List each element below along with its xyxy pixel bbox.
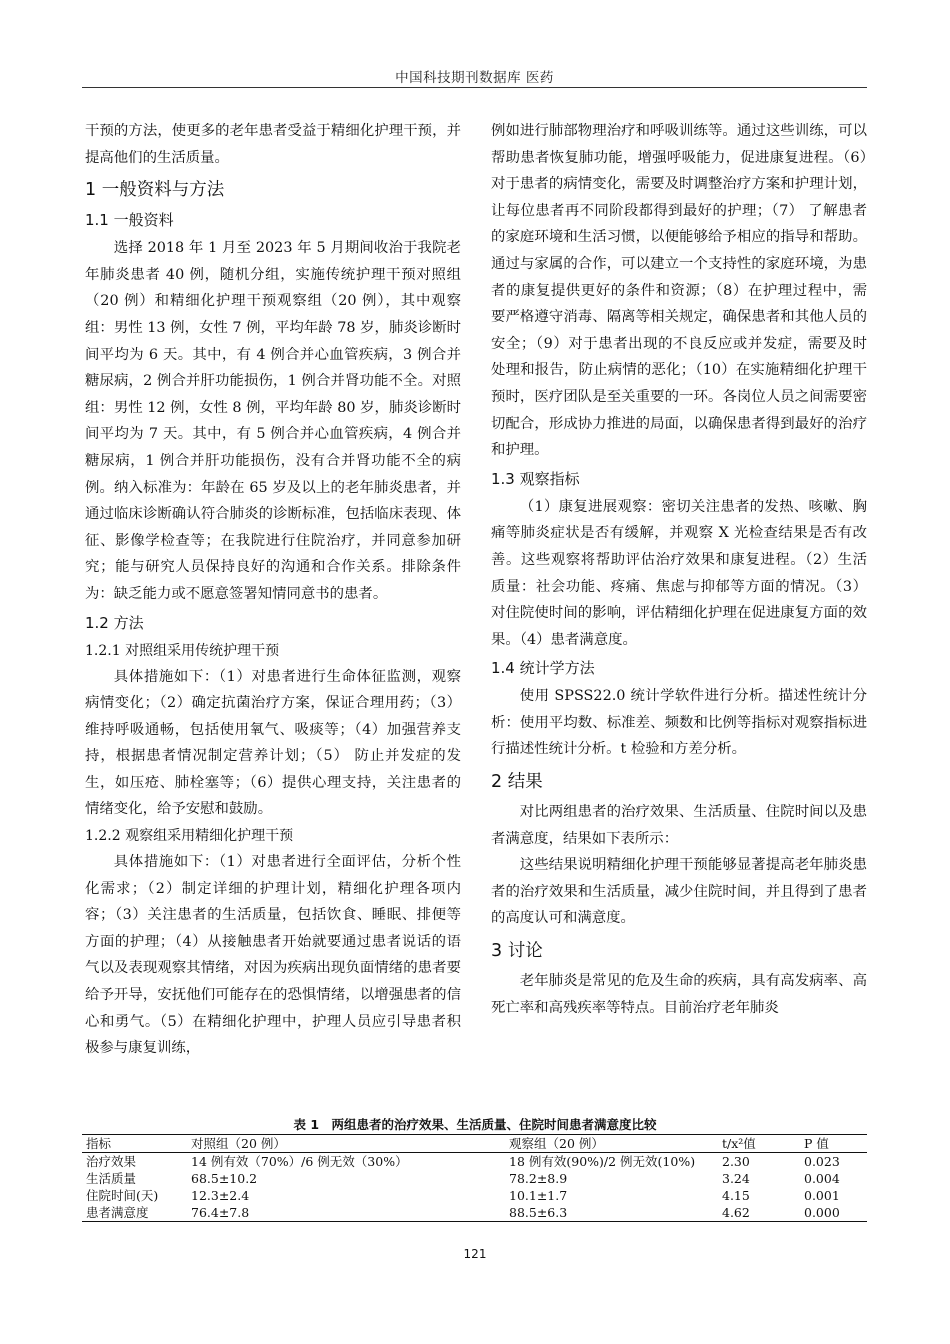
table-cell: 0.023: [804, 1154, 840, 1169]
section-1-4-body: 使用 SPSS22.0 统计学软件进行分析。描述性统计分析：使用平均数、标准差、频数和比例等指标对观察指标进行描述性统计分析。t 检验和方差分析。: [491, 688, 867, 758]
section-1-2-2-body: 具体措施如下：（1）对患者进行全面评估，分析个性化需求；（2）制定详细的护理计划，精细化护理各项内容；（3）关注患者的生活质量，包括饮食、睡眠、排便等方面的护理；（4）从接触患者开始就要通过患者说话的语气以及表现观察其情绪，对因为疾病出现负面情绪的患者要给予开导，安抚他们可能存在的恐惧情绪，以增强患者的信心和勇气。（5）在精细化护理中，护理人员应引导患者积极参与康复训练，: [85, 854, 461, 1057]
table-header-cell: 观察组（20 例）: [505, 1135, 718, 1153]
section-1-heading: 1 一般资料与方法: [85, 180, 225, 201]
table-row: [82, 1204, 867, 1222]
table-header-cell: t/x²值: [718, 1135, 800, 1153]
table-cell: 12.3±2.4: [191, 1188, 250, 1203]
section-3-heading: 3 讨论: [491, 941, 543, 962]
table-header-cell: P 值: [800, 1135, 867, 1153]
right-column: [491, 118, 867, 1021]
results-table: [82, 1134, 867, 1222]
section-1-2-1-body: 具体措施如下：（1）对患者进行生命体征监测，观察病情变化；（2）确定抗菌治疗方案，保证合理用药；（3）维持呼吸通畅，包括使用氧气、吸痰等；（4）加强营养支持，根据患者情况制定营养计划；（5） 防止并发症的发生，如压疮、肺栓塞等；（6）提供心理支持，关注患者的情绪变化，给予安慰和鼓励。: [85, 668, 461, 818]
methods-continuation: 例如进行肺部物理治疗和呼吸训练等。通过这些训练，可以帮助患者恢复肺功能，增强呼吸能力，促进康复进程。（6）对于患者的病情变化，需要及时调整治疗方案和护理计划，让每位患者再不同阶段都得到最好的护理；（7） 了解患者的家庭环境和生活习惯，以便能够给予相应的指导和帮助。通过与家属的合作，可以建立一个支持性的家庭环境，为患者的康复提供更好的条件和资源；（8）在护理过程中，需要严格遵守消毒、隔离等相关规定，确保患者和其他人员的安全；（9）对于患者出现的不良反应或并发症，需要及时处理和报告，防止病情的恶化；（10）在实施精细化护理干预时，医疗团队是至关重要的一环。各岗位人员之间需要密切配合，形成协力推进的局面，以确保患者得到最好的治疗和护理。: [491, 123, 867, 459]
table-header-cell: 指标: [82, 1135, 187, 1153]
section-1-2-1-heading: 1.2.1 对照组采用传统护理干预: [85, 642, 280, 659]
table-cell: 10.1±1.7: [509, 1188, 568, 1203]
table-cell: 0.000: [800, 1204, 867, 1222]
table-cell: 88.5±6.3: [505, 1204, 718, 1222]
section-1-3-body: （1）康复进展观察：密切关注患者的发热、咳嗽、胸痛等肺炎症状是否有缓解，并观察 X 光检查结果是否有改善。这些观察将帮助评估治疗效果和康复进程。（2）生活质量：社会功能、疼痛、焦虑与抑郁等方面的情况。（3）对住院使时间的影响，评估精细化护理在促进康复方面的效果。（4）患者满意度。: [491, 498, 867, 648]
table-cell: 4.15: [722, 1188, 750, 1203]
table-caption: 表 1 两组患者的治疗效果、生活质量、住院时间患者满意度比较: [293, 1117, 657, 1132]
table-cell: 78.2±8.9: [509, 1171, 568, 1186]
table-cell: 住院时间(天): [86, 1188, 159, 1203]
section-2-heading: 2 结果: [491, 772, 543, 793]
table-cell: 68.5±10.2: [191, 1171, 258, 1186]
section-1-1-heading: 1.1 一般资料: [85, 211, 174, 230]
header-rule: [82, 87, 867, 88]
table-cell: 生活质量: [86, 1171, 137, 1186]
section-1-1-body: 选择 2018 年 1 月至 2023 年 5 月期间收治于我院老年肺炎患者 40 例，随机分组，实施传统护理干预对照组（20 例）和精细化护理干预观察组（20 例），其中观察组：男性 13 例，女性 7 例，平均年龄 78 岁，肺炎诊断时间平均为 6 天。其中，有 4 例合并心血管疾病，3 例合并糖尿病，2 例合并肝功能损伤，1 例合并肾功能不全。对照组：男性 12 例，女性 8 例，平均年龄 80 岁，肺炎诊断时间平均为 7 天。其中，有 5 例合并心血管疾病，4 例合并糖尿病，1 例合并肝功能损伤，没有合并肾功能不全的病例。纳入标准为：年龄在 65 岁及以上的老年肺炎患者，并通过临床诊断确认符合肺炎的诊断标准，包括临床表现、体征、影像学检查等；在我院进行住院治疗，并同意参加研究；能与研究人员保持良好的沟通和合作关系。排除条件为：缺乏能力或不愿意签署知情同意书的患者。: [85, 240, 461, 602]
table-cell: 治疗效果: [86, 1154, 137, 1169]
section-1-4-heading: 1.4 统计学方法: [491, 659, 595, 678]
table-cell: 14 例有效（70%）/6 例无效（30%）: [191, 1154, 408, 1169]
table-row: [82, 1170, 867, 1187]
table-header-row: [82, 1135, 867, 1153]
table-cell: 患者满意度: [82, 1204, 187, 1222]
section-1-2-heading: 1.2 方法: [85, 613, 144, 632]
section-3-body: 老年肺炎是常见的危及生命的疾病，具有高发病率、高死亡率和高残疾率等特点。目前治疗老年肺炎: [491, 973, 867, 1016]
table-cell: 0.004: [804, 1171, 840, 1186]
table-cell: 4.62: [718, 1204, 800, 1222]
table-cell: 76.4±7.8: [187, 1204, 505, 1222]
table-header-cell: 对照组（20 例）: [187, 1135, 505, 1153]
section-1-2-2-heading: 1.2.2 观察组采用精细化护理干预: [85, 828, 294, 845]
intro-tail: 干预的方法，使更多的老年患者受益于精细化护理干预，并提高他们的生活质量。: [85, 123, 461, 166]
left-column: [85, 118, 461, 1062]
section-1-3-heading: 1.3 观察指标: [491, 469, 580, 488]
section-2-body-1: 对比两组患者的治疗效果、生活质量、住院时间以及患者满意度，结果如下表所示：: [491, 804, 867, 847]
table-cell: 18 例有效(90%)/2 例无效(10%): [509, 1154, 696, 1169]
table-cell: 2.30: [722, 1154, 750, 1169]
table-cell: 0.001: [804, 1188, 840, 1203]
journal-header: 中国科技期刊数据库 医药: [395, 70, 554, 86]
section-2-body-2: 这些结果说明精细化护理干预能够显著提高老年肺炎患者的治疗效果和生活质量，减少住院时间，并且得到了患者的高度认可和满意度。: [491, 857, 867, 927]
table-row: [82, 1187, 867, 1204]
page-number: 121: [463, 1247, 487, 1261]
table-row: [82, 1153, 867, 1171]
table-cell: 3.24: [722, 1171, 750, 1186]
